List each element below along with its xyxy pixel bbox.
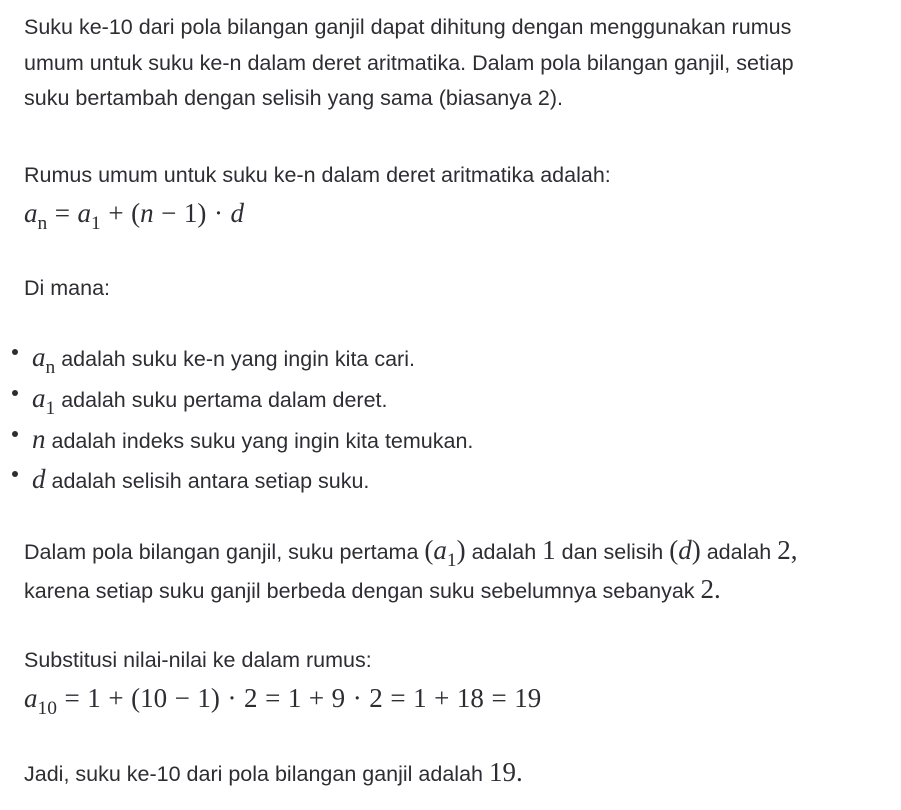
intro-line-1: Suku ke-10 dari pola bilangan ganjil dapat dihitung dengan menggunakan rumus: [24, 15, 792, 39]
substitution-intro: Substitusi nilai-nilai ke dalam rumus:: [24, 648, 372, 672]
conclusion: Jadi, suku ke-10 dari pola bilangan ganjil adalah 19.: [24, 757, 523, 787]
intro-line-2: umum untuk suku ke-n dalam deret aritmatika. Dalam pola bilangan ganjil, setiap: [24, 50, 794, 75]
where-label: Di mana:: [24, 276, 111, 300]
bullet-dot-icon: [12, 349, 18, 355]
bullet-dot-icon: [12, 471, 18, 477]
bullet-dot-icon: [12, 431, 18, 437]
intro-line-3: suku bertambah dengan selisih yang sama (biasanya 2).: [24, 86, 564, 110]
explain-line-2: karena setiap suku ganjil berbeda dengan suku sebelumnya sebanyak 2.: [24, 574, 721, 604]
general-formula: $a_n = a_1 + (n - 1) \cdot d$: [24, 198, 245, 234]
calculation-formula: $a_{10} = 1 + (10 - 1) \cdot 2 = 1 + 9 \cdot 2 = 1 + 18 = 19$: [24, 683, 542, 719]
formula-intro: Rumus umum untuk suku ke-n dalam deret aritmatika adalah:: [24, 163, 611, 187]
bullet-item: $a_n$ adalah suku ke-n yang ingin kita cari.: [12, 342, 415, 373]
bullet-dot-icon: [12, 390, 18, 396]
intro-paragraph: [24, 10, 794, 117]
bullet-item: d adalah selisih antara setiap suku.: [12, 464, 369, 495]
bullet-item: n adalah indeks suku yang ingin kita temukan.: [12, 424, 473, 455]
explain-line-1: Dalam pola bilangan ganjil, suku pertama $(a_1)$ adalah 1 dan selisih (d) adalah 2,: [24, 535, 798, 571]
bullet-item: $a_1$ adalah suku pertama dalam deret.: [12, 383, 387, 414]
